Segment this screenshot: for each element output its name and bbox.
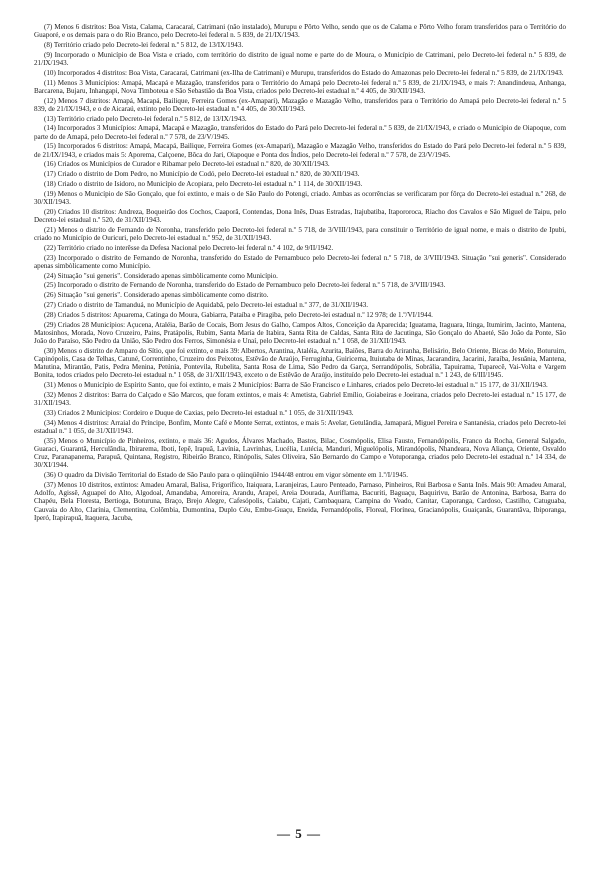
footnote-17: (17) Criado o distrito de Dom Pedro, no Município de Codó, pelo Decreto-lei estadual n.º 820, de 30/XII/1943. <box>44 170 360 179</box>
footnote-18: (18) Criado o distrito de Isidoro, no Município de Acopiara, pelo Decreto-lei estadual n.º 1 114, de 30/XII/1943. <box>44 179 363 188</box>
footnote-23: (23) Incorporado o distrito de Fernando de Noronha, transferido do Estado de Pernambuco pelo Decreto-lei federal n.º 5 718, de 3/VIII/1943. Situação "sui generis". Considerado apenas simbòlicamente como Município. <box>34 253 566 270</box>
footnote-37: (37) Menos 10 distritos, extintos: Amadeu Amaral, Balisa, Frigorífico, Itaiquara, Laranjeiras, Lauro Penteado, Parnaso, Pinheiros, Rui Barbosa e Santa Inês. Mais 90: Amadeu Amaral, Adolfo, Agissê, Aguapeí do Alto, Algodoal, Amandaba, Amoreira, Arandu, Arapeí, Areia Dourada, Auriflama, Bacuriti, Baguaçu, Baquirivu, Barão de Antonina, Barbosa, Barra do Chapéu, Bela Floresta, Bertioga, Boturuna, Braço, Brejo Alegre, Cafesópolis, Caiabu, Cajati, Cambaquara, Campina do Veado, Canitar, Caporanga, Cardoso, Castilho, Catuguaba, Cauvaia do Alto, Clarínia, Clementina, Colômbia, Dumontina, Duplo Céu, Embu-Guaçu, Eneida, Fernandópolis, Floreal, Florínea, Gracianópolis, Guaiçanãs, Guarantãva, Ibiporanga, Iperó, Itapirapuã, Itaquera, Jacuba, <box>34 480 566 522</box>
footnote-22: (22) Território criado no interêsse da Defesa Nacional pelo Decreto-lei federal n.º 4 102, de 9/II/1942. <box>44 243 334 252</box>
footnote-19: (19) Menos o Município de São Gonçalo, que foi extinto, e mais o de São Paulo do Potengi, criado. Ambas as ocorrências se verificaram por fôrça do Decreto-lei estadual n.º 268, de 30/XII/1943. <box>34 189 566 206</box>
footnote-12: (12) Menos 7 distritos: Amapá, Macapá, Bailique, Ferreira Gomes (ex-Amapari), Mazagão e Mazagão Velho, transferidos para o Território do Amapá pelo Decreto-lei federal n.º 5 839, de 21/IX/1943, e o de Aicaraú, extinto pelo Decreto-lei estadual n.º 4 405, de 30/XII/1943. <box>34 96 566 113</box>
footnote-10: (10) Incorporados 4 distritos: Boa Vista, Caracaraí, Catrimani (ex-Ilha de Catrimani) e Murupu, transferidos do Estado do Amazonas pelo Decreto-lei federal n.º 5 839, de 21/IX/1943. <box>44 68 564 77</box>
footnote-32: (32) Menos 2 distritos: Barra do Calçado e São Marcos, que foram extintos, e mais 4: Ametista, Gabriel Emílio, Goiabeiras e Joeirana, criados pelo Decreto-lei estadual n.º 15 177, de 31/XII/1943. <box>34 390 566 408</box>
footnote-13: (13) Território criado pelo Decreto-lei federal n.º 5 812, de 13/IX/1943. <box>44 114 247 123</box>
page-number: — 5 — <box>277 826 321 841</box>
footnote-7: (7) Menos 6 distritos: Boa Vista, Calama, Caracaraí, Catrimani (não instalado), Murupu e Pôrto Velho, sendo que os de Calama e Pôrto Velho foram transferidos para o Território do Guaporé, e os demais para o do Rio Branco, pelo Decreto-lei federal n. 5 839, de 21/IX/1943. <box>34 23 566 40</box>
footnote-30: (30) Menos o distrito de Amparo do Sítio, que foi extinto, e mais 39: Albertos, Arantina, Ataléia, Azurita, Baiões, Barra do Ariranha, Belisário, Belo Oriente, Bicas do Meio, Boturuim, Capinópolis, Casa de Telhas, Catuné, Correntinho, Cruzeiro dos Peixotos, Estêvão de Araújo, Ferruginha, Guiricema, Ituiutaba de Minas, Jacarandira, Jacarini, Jaraíba, Jesuânia, Mantena, Matutina, Mirantão, Patis, Pedra Menina, Petúnia, Pontevila, Rubelita, Santa Rosa de Lima, São Pedro da Garça, Serrandópolis, Sobrália, Tapuirama, Tuparecê, Vai-Volta e Vargem Bonita, todos criados pelo Decreto-lei estadual n.º 1 058, de 31/XII/1943, exceto o de Estêvão de Araújo, instituído pelo Decreto-lei estadual n.º 1 243, de 6/III/1945. <box>34 346 566 380</box>
footnote-24: (24) Situação "sui generis". Considerado apenas simbòlicamente como Município. <box>44 271 278 280</box>
footnote-33: (33) Criados 2 Municípios: Cordeiro e Duque de Caxias, pelo Decreto-lei estadual n.º 1 055, de 31/XII/1943. <box>44 408 354 417</box>
footnotes-list <box>34 23 566 522</box>
footnote-29: (29) Criados 28 Municípios: Açucena, Ataléia, Barão de Cocais, Bom Jesus do Galho, Campos Altos, Conceição da Aparecida; Iguatama, Itaguara, Itinga, Itumirim, Jacinto, Mantena, Matosinhos, Morada, Novo Cruzeiro, Pains, Pratápolis, Rubim, Santa Maria de Itabira, Santa Rita de Caldas, Santa Rita de Jacutinga, São Gonçalo do Abaeté, São João da Ponte, São João do Paraíso, São Pedro da União, São Pedro dos Ferros, Simonésia e Unaí, pelo Decreto-lei estadual n.º 1 058, de 31/XII/1943. <box>34 320 566 345</box>
footnote-9: (9) Incorporado o Município de Boa Vista e criado, com território do distrito de igual nome e parte do de Moura, o Município de Catrimani, pelo Decreto-lei federal n.º 5 839, de 21/IX/1943. <box>34 50 566 67</box>
footnote-21: (21) Menos o distrito de Fernando de Noronha, transferido pelo Decreto-lei federal n.º 5 718, de 3/VIII/1943, para constituir o Território de igual nome, e mais o distrito de Ipubi, criado no Município de Ouricuri, pelo Decreto-lei estadual n.º 952, de 31/XII/1943. <box>34 225 566 242</box>
footnote-11: (11) Menos 3 Municípios: Amapá, Macapá e Mazagão, transferidos para o Território do Amapá pelo Decreto-lei federal n.º 5 839, de 21/IX/1943, e mais 7: Anandindeua, Anhanga, Barcarena, Bujaru, Inhangapi, Nova Timboteua e São Sebastião da Boa Vista, criados pelo Decreto-lei estadual n.º 4 405, de 30/XII/1943. <box>34 78 566 95</box>
footnote-16: (16) Criados os Municípios de Curador e Ribamar pelo Decreto-lei estadual n.º 820, de 30/XII/1943. <box>44 160 330 169</box>
footnote-14: (14) Incorporados 3 Municípios: Amapá, Macapá e Mazagão, transferidos do Estado do Pará pelo Decreto-lei federal n.º 5 839, de 21/IX/1943, e criado o Município de Oiapoque, com parte do de Amapá, pelo Decreto-lei federal n.º 7 578, de 23/V/1945. <box>34 124 566 141</box>
footnote-27: (27) Criado o distrito de Tamanduá, no Município de Aquidabã, pelo Decreto-lei estadual n.º 377, de 31/XII/1943. <box>44 300 369 309</box>
footnote-15: (15) Incorporados 6 distritos: Amapá, Macapá, Bailique, Ferreira Gomes (ex-Amapari), Mazagão e Mazagão Velho, transferidos do Estado do Pará pelo Decreto-lei federal n.º 5 839, de 21/IX/1943, e criados mais 5: Aporema, Calçoene, Bôca do Jari, Oiapoque e Ponta dos Índios, pelo Decreto-lei federal n.º 7 578, de 23/V/1945. <box>34 142 566 159</box>
footnote-36: (36) O quadro da Divisão Territorial do Estado de São Paulo para o qüinqüênio 1944/48 entrou em vigor sòmente em 1.º/I/1945. <box>44 471 409 480</box>
footnote-34: (34) Menos 4 distritos: Arraial do Príncipe, Bonfim, Monte Café e Monte Serrat, extintos, e mais 5: Avelar, Getulândia, Jamapará, Miguel Pereira e Santanésia, criados pelo Decreto-lei estadual n.º 1 055, de 31/XII/1943. <box>34 418 566 435</box>
footnote-8: (8) Território criado pelo Decreto-lei federal n.º 5 812, de 13/IX/1943. <box>44 41 244 49</box>
footnote-35: (35) Menos o Município de Pinheiros, extinto, e mais 36: Agudos, Álvares Machado, Bastos, Bilac, Cosmópolis, Elisa Fausto, Fernandópolis, Franco da Rocha, General Salgado, Guaraci, Guarantã, Herculândia, Ibirarema, Iboti, Iepê, Irapuã, Lavínia, Lavrinhas, Lucélia, Lutécia, Manduri, Miguelópolis, Mirandópolis, Nhandeara, Nova Aliança, Oriente, Osvaldo Cruz, Paranapanema, Parapuã, Quintana, Registro, Ribeirão Branco, Rinópolis, Sales Oliveira, São Bernardo do Campo e Votuporanga, criados pelo Decreto-lei estadual n.º 14 334, de 30/XI/1944. <box>34 436 566 470</box>
footnote-25: (25) Incorporado o distrito de Fernando de Noronha, transferido do Estado de Pernambuco pelo Decreto-lei federal n.º 5 718, de 3/VIII/1943. <box>44 281 446 290</box>
footnote-28: (28) Criados 5 distritos: Apuarema, Catinga do Moura, Gabiarra, Pataíba e Piragiba, pelo Decreto-lei estadual n.º 12 978; de 1.º/VI/1944. <box>44 310 433 319</box>
footnote-31: (31) Menos o Município de Espírito Santo, que foi extinto, e mais 2 Municípios: Barra de São Francisco e Linhares, criados pelo Decreto-lei estadual n.º 15 177, de 31/XII/1943. <box>44 381 548 390</box>
footnote-20: (20) Criados 10 distritos: Andreza, Boqueirão dos Cochos, Caaporã, Contendas, Dona Inês, Duas Estradas, Itajubatiba, Itapororoca, Riacho dos Cavalos e São Miguel de Taipu, pelo Decreto-lei estadual n.º 520, de 31/XII/1943. <box>34 207 566 224</box>
footnote-26: (26) Situação "sui generis". Considerado apenas simbòlicamente como distrito. <box>44 291 269 300</box>
